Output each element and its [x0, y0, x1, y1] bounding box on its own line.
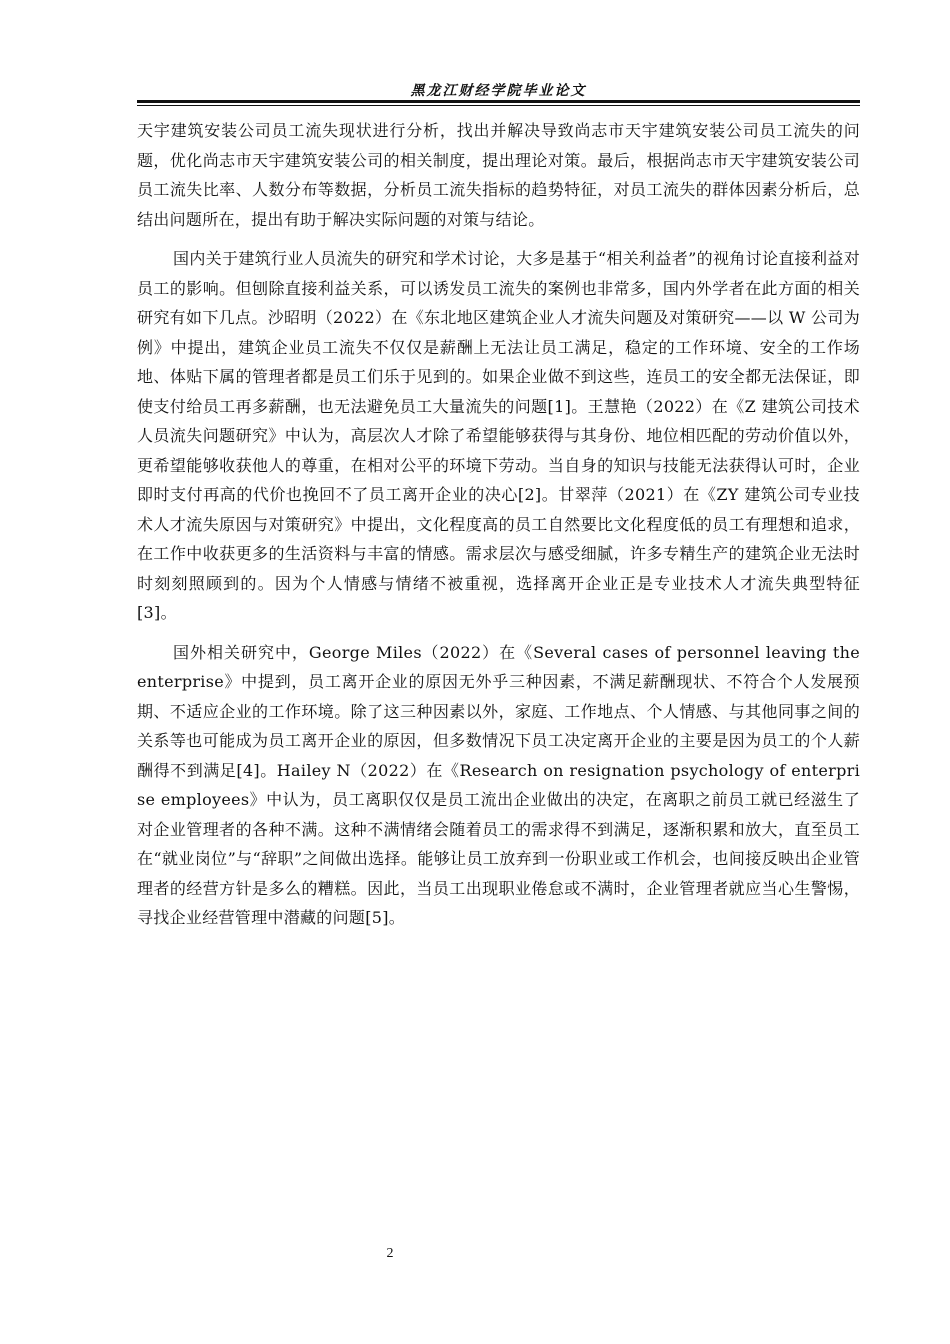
running-header: 黑龙江财经学院毕业论文 [410, 83, 587, 99]
header-rule-thick [137, 100, 860, 103]
paragraph-1: 天宇建筑安装公司员工流失现状进行分析，找出并解决导致尚志市天宇建筑安装公司员工流失的问题，优化尚志市天宇建筑安装公司的相关制度，提出理论对策。最后，根据尚志市天宇建筑安装公司员工流失比率、人数分布等数据，分析员工流失指标的趋势特征，对员工流失的群体因素分析后，总结出问题所在，提出有助于解决实际问题的对策与结论。 [137, 121, 860, 229]
body-text [137, 116, 860, 943]
paragraph-2: 国内关于建筑行业人员流失的研究和学术讨论，大多是基于“相关利益者”的视角讨论直接利益对员工的影响。但刨除直接利益关系，可以诱发员工流失的案例也非常多，国内外学者在此方面的相关研究有如下几点。沙昭明（2022）在《东北地区建筑企业人才流失问题及对策研究——以 W 公司为例》中提出，建筑企业员工流失不仅仅是薪酬上无法让员工满足，稳定的工作环境、安全的工作场地、体贴下属的管理者都是员工们乐于见到的。如果企业做不到这些，连员工的安全都无法保证，即使支付给员工再多薪酬，也无法避免员工大量流失的问题[1]。王慧艳（2022）在《Z 建筑公司技术人员流失问题研究》中认为，高层次人才除了希望能够获得与其身份、地位相匹配的劳动价值以外，更希望能够收获他人的尊重，在相对公平的环境下劳动。当自身的知识与技能无法获得认可时，企业即时支付再高的代价也挽回不了员工离开企业的决心[2]。甘翠萍（2021）在《ZY 建筑公司专业技术人才流失原因与对策研究》中提出，文化程度高的员工自然要比文化程度低的员工有理想和追求，在工作中收获更多的生活资料与丰富的情感。需求层次与感受细腻，许多专精生产的建筑企业无法时时刻刻照顾到的。因为个人情感与情绪不被重视，选择离开企业正是专业技术人才流失典型特征[3]。 [137, 249, 860, 622]
page-number: 2 [386, 1246, 394, 1261]
header-rule-thin [137, 105, 860, 106]
paragraph-3: 国外相关研究中，George Miles（2022）在《Several cases of personnel leaving the enterprise》中提到，员工离开企业的原因无外乎三种因素，不满足薪酬现状、不符合个人发展预期、不适应企业的工作环境。除了这三种因素以外，家庭、工作地点、个人情感、与其他同事之间的关系等也可能成为员工离开企业的原因，但多数情况下员工决定离开企业的主要是因为员工的个人薪酬得不到满足[4]。Hailey N（2022）在《Research on resignation psychology of enterprise employees》中认为，员工离职仅仅是员工流出企业做出的决定，在离职之前员工就已经滋生了对企业管理者的各种不满。这种不满情绪会随着员工的需求得不到满足，逐渐积累和放大，直至员工在“就业岗位”与“辞职”之间做出选择。能够让员工放弃到一份职业或工作机会，也间接反映出企业管理者的经营方针是多么的糟糕。因此，当员工出现职业倦怠或不满时，企业管理者就应当心生警惕，寻找企业经营管理中潜藏的问题[5]。 [137, 642, 860, 927]
